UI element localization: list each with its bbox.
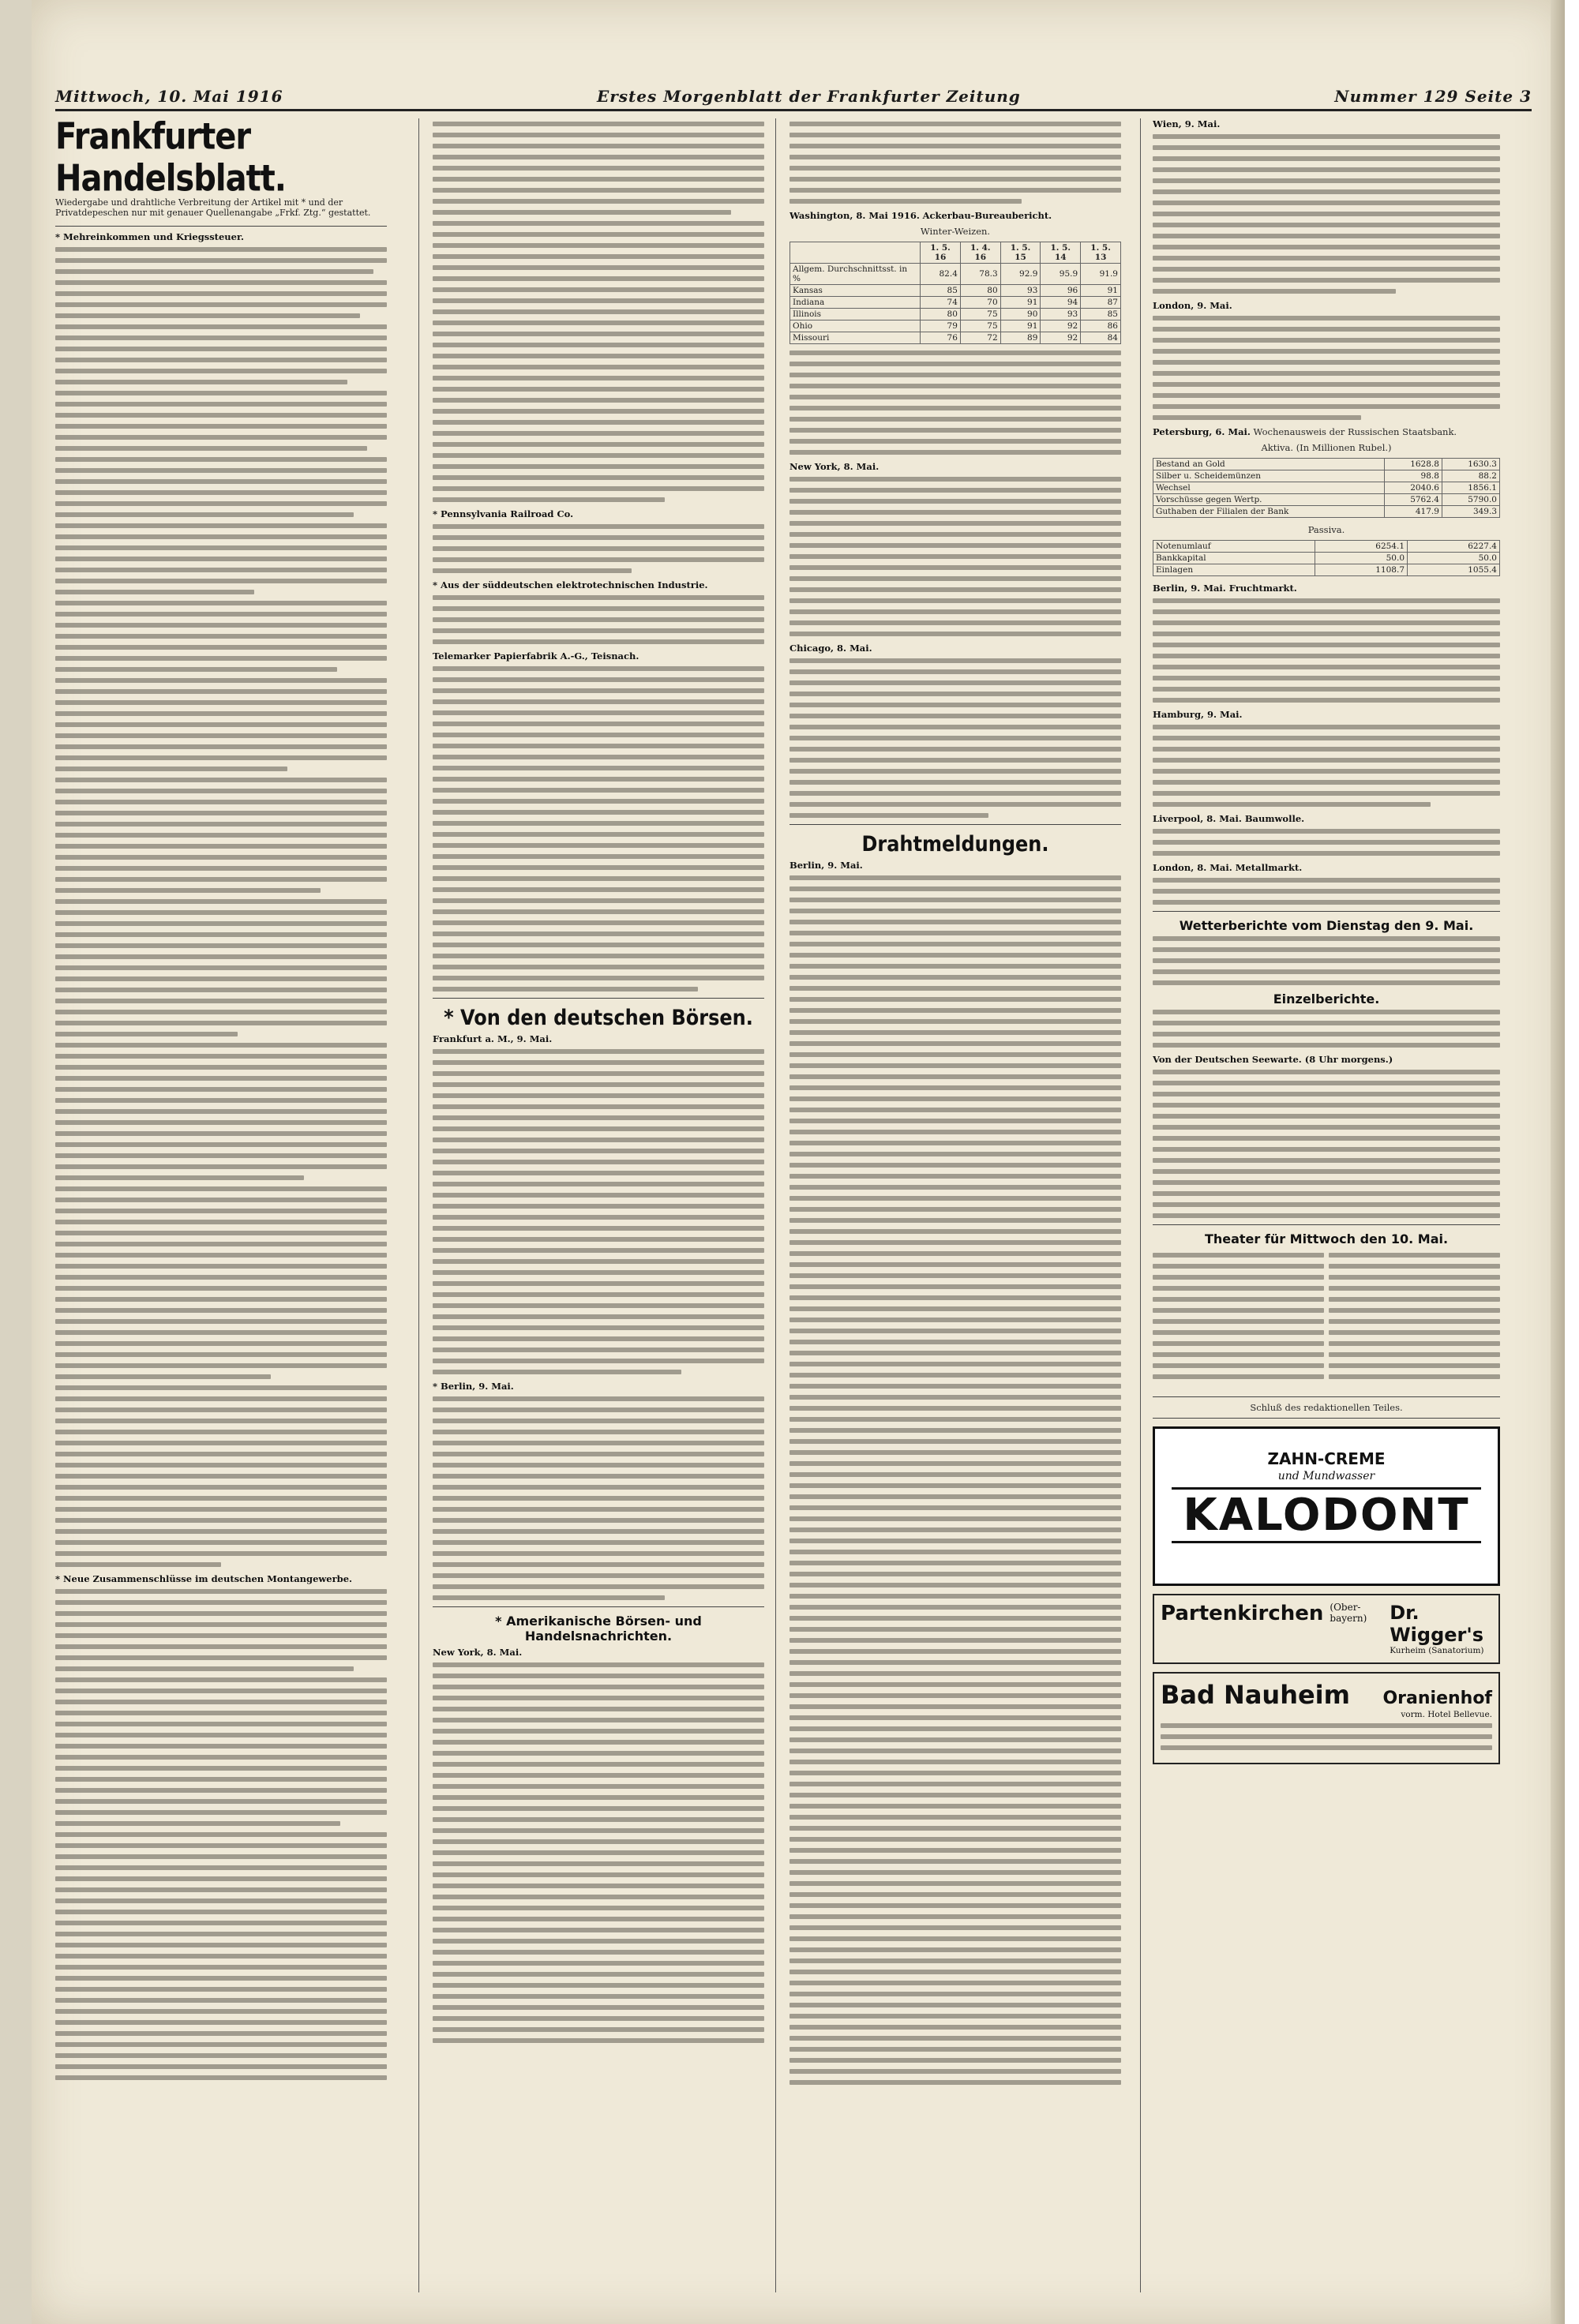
partenkirchen-ad xyxy=(1153,1594,1500,1664)
table-cell: 91 xyxy=(1000,320,1041,332)
dateline: London, 9. Mai. xyxy=(1153,300,1232,311)
table-row xyxy=(1153,459,1500,470)
table-cell: 79 xyxy=(921,320,961,332)
article-body xyxy=(433,524,764,573)
masthead-issue: Nummer 129 Seite 3 xyxy=(1334,87,1532,106)
article-heading: * Neue Zusammenschlüsse im deutschen Montangewerbe. xyxy=(55,1573,353,1584)
table-cell: 5762.4 xyxy=(1384,494,1442,506)
table-cell: 88.2 xyxy=(1442,470,1499,482)
crop-report-table xyxy=(790,242,1121,344)
divider xyxy=(790,824,1121,825)
table-cell: Kansas xyxy=(790,285,921,297)
divider xyxy=(1153,1224,1500,1225)
section-heading: Wetterberichte vom Dienstag den 9. Mai. xyxy=(1179,918,1474,933)
article-body xyxy=(790,658,1121,818)
table-cell: 92 xyxy=(1041,332,1081,344)
table-row xyxy=(1153,470,1500,482)
article-body xyxy=(1153,598,1500,703)
dateline: Petersburg, 6. Mai. Wochenausweis der Russischen Staatsbank. xyxy=(1153,426,1457,437)
table-cell: 98.8 xyxy=(1384,470,1442,482)
kalodont-sub-text: und Mundwasser xyxy=(1277,1470,1375,1482)
dateline: Wien, 9. Mai. xyxy=(1153,118,1221,129)
table-cell: 5790.0 xyxy=(1442,494,1499,506)
table-cell: 90 xyxy=(1000,309,1041,320)
article-body xyxy=(790,122,1121,204)
section-heading: Einzelberichte. xyxy=(1273,991,1380,1006)
table-cell: 91 xyxy=(1081,285,1121,297)
masthead-date: Mittwoch, 10. Mai 1916 xyxy=(55,87,283,106)
table-cell: 82.4 xyxy=(921,264,961,285)
article-body xyxy=(1153,829,1500,856)
table-header-cell: 1. 4. 16 xyxy=(960,242,1000,264)
column-4 xyxy=(1153,118,1500,2292)
table-row xyxy=(1153,541,1500,553)
table-caption: Aktiva. (In Millionen Rubel.) xyxy=(1261,442,1392,453)
dateline: Von der Deutschen Seewarte. (8 Uhr morgens.) xyxy=(1153,1054,1393,1065)
article-heading: * Aus der süddeutschen elektrotechnischen Industrie. xyxy=(433,579,708,590)
table-cell: 93 xyxy=(1000,285,1041,297)
article-heading: Telemarker Papierfabrik A.-G., Teisnach. xyxy=(433,650,639,662)
table-cell: 75 xyxy=(960,320,1000,332)
section-heading: * Amerikanische Börsen- und Handelsnachrichten. xyxy=(495,1614,702,1644)
table-cell: 75 xyxy=(960,309,1000,320)
divider xyxy=(1153,911,1500,912)
bank-passiva-table xyxy=(1153,540,1500,576)
article-heading: * Mehreinkommen und Kriegssteuer. xyxy=(55,231,244,242)
dateline: London, 8. Mai. Metallmarkt. xyxy=(1153,862,1303,873)
table-header-cell: 1. 5. 14 xyxy=(1041,242,1081,264)
table-cell: 96 xyxy=(1041,285,1081,297)
table-caption: Passiva. xyxy=(1307,524,1345,535)
divider xyxy=(433,998,764,999)
table-cell: Notenumlauf xyxy=(1153,541,1315,553)
table-cell: Bankkapital xyxy=(1153,553,1315,564)
table-cell: 2040.6 xyxy=(1384,482,1442,494)
table-cell: 6227.4 xyxy=(1408,541,1500,553)
partenkirchen-name: Partenkirchen xyxy=(1161,1602,1324,1625)
article-body xyxy=(1153,725,1500,807)
article-body xyxy=(433,595,764,644)
section-heading: * Von den deutschen Börsen. xyxy=(444,1005,753,1030)
bank-statement-table xyxy=(1153,458,1500,518)
table-cell: 70 xyxy=(960,297,1000,309)
column-rule xyxy=(1140,118,1141,2292)
table-cell: 76 xyxy=(921,332,961,344)
article-body xyxy=(1153,878,1500,905)
section-heading: Drahtmeldungen. xyxy=(861,831,1049,857)
masthead-paper: Erstes Morgenblatt der Frankfurter Zeitung xyxy=(597,87,1021,106)
article-body xyxy=(433,1396,764,1600)
page-title: Frankfurter Handelsblatt. xyxy=(55,118,286,200)
article-body xyxy=(790,875,1121,2085)
table-cell: 50.0 xyxy=(1408,553,1500,564)
dateline: Berlin, 9. Mai. xyxy=(790,860,863,871)
partenkirchen-place: (Ober-bayern) xyxy=(1330,1602,1367,1624)
bad-nauheim-sub: vorm. Hotel Bellevue. xyxy=(1401,1710,1492,1719)
table-row xyxy=(790,264,1121,285)
table-cell: 86 xyxy=(1081,320,1121,332)
column-rule xyxy=(418,118,419,2292)
bad-nauheim-ad xyxy=(1153,1672,1500,1764)
table-cell: 87 xyxy=(1081,297,1121,309)
table-cell: Ohio xyxy=(790,320,921,332)
article-body xyxy=(1153,134,1500,294)
divider xyxy=(55,226,387,227)
reprint-notice: Wiedergabe und drahtliche Verbreitung der Artikel mit * und der Privatdepeschen nur mit genauer Quellenangabe „Frkf. Ztg.“ gestattet. xyxy=(55,197,371,218)
table-row xyxy=(1153,564,1500,576)
table-cell: Guthaben der Filialen der Bank xyxy=(1153,506,1385,518)
article-body xyxy=(790,350,1121,455)
table-cell: 1108.7 xyxy=(1315,564,1408,576)
table-cell: 78.3 xyxy=(960,264,1000,285)
kalodont-ad xyxy=(1153,1426,1500,1586)
article-body xyxy=(433,1662,764,2043)
table-row xyxy=(790,297,1121,309)
column-1 xyxy=(55,118,387,2292)
dateline: Berlin, 9. Mai. Fruchtmarkt. xyxy=(1153,583,1297,594)
bad-nauheim-hotel: Oranienhof xyxy=(1382,1689,1492,1708)
article-body xyxy=(433,666,764,991)
table-cell: 89 xyxy=(1000,332,1041,344)
table-cell: 72 xyxy=(960,332,1000,344)
table-cell: 80 xyxy=(960,285,1000,297)
table-header-cell: 1. 5. 15 xyxy=(1000,242,1041,264)
dateline: Liverpool, 8. Mai. Baumwolle. xyxy=(1153,813,1305,824)
article-heading: * Pennsylvania Railroad Co. xyxy=(433,508,574,519)
dateline: New York, 8. Mai. xyxy=(790,461,880,472)
table-row xyxy=(790,309,1121,320)
table-row xyxy=(790,285,1121,297)
divider xyxy=(1153,1418,1500,1419)
table-cell: 349.3 xyxy=(1442,506,1499,518)
masthead xyxy=(55,82,1532,111)
table-cell: Indiana xyxy=(790,297,921,309)
article-body xyxy=(1153,316,1500,420)
section-heading: Theater für Mittwoch den 10. Mai. xyxy=(1204,1231,1449,1246)
kalodont-brand: KALODONT xyxy=(1172,1487,1480,1543)
article-body xyxy=(433,122,764,502)
kalodont-arc-text: ZAHN-CREME xyxy=(1267,1449,1386,1468)
partenkirchen-doctor: Dr. Wigger's xyxy=(1390,1602,1483,1646)
table-cell: 80 xyxy=(921,309,961,320)
weather-table xyxy=(1153,1070,1500,1218)
bad-nauheim-name: Bad Nauheim xyxy=(1161,1680,1350,1710)
table-cell: Silber u. Scheidemünzen xyxy=(1153,470,1385,482)
table-cell: 1055.4 xyxy=(1408,564,1500,576)
article-body xyxy=(1153,1010,1500,1048)
table-cell: 91 xyxy=(1000,297,1041,309)
table-cell: 1630.3 xyxy=(1442,459,1499,470)
table-row xyxy=(790,320,1121,332)
article-body xyxy=(433,1049,764,1374)
divider xyxy=(1153,1396,1500,1397)
table-cell: 50.0 xyxy=(1315,553,1408,564)
table-cell: 6254.1 xyxy=(1315,541,1408,553)
table-cell: Einlagen xyxy=(1153,564,1315,576)
table-cell: 85 xyxy=(1081,309,1121,320)
editorial-end-note: Schluß des redaktionellen Teiles. xyxy=(1250,1402,1403,1413)
table-cell: Illinois xyxy=(790,309,921,320)
table-cell: 94 xyxy=(1041,297,1081,309)
table-cell: Vorschüsse gegen Wertp. xyxy=(1153,494,1385,506)
column-rule xyxy=(775,118,776,2292)
table-cell: 1628.8 xyxy=(1384,459,1442,470)
table-cell: 92 xyxy=(1041,320,1081,332)
dateline: Chicago, 8. Mai. xyxy=(790,643,872,654)
table-cell: 417.9 xyxy=(1384,506,1442,518)
page-gutter xyxy=(0,0,32,2324)
table-header-cell: 1. 5. 16 xyxy=(921,242,961,264)
table-row xyxy=(1153,482,1500,494)
table-cell: 74 xyxy=(921,297,961,309)
dateline: Hamburg, 9. Mai. xyxy=(1153,709,1243,720)
article-body xyxy=(55,1589,387,2080)
table-row xyxy=(790,332,1121,344)
dateline: New York, 8. Mai. xyxy=(433,1647,523,1658)
article-body xyxy=(790,477,1121,636)
table-caption: Winter-Weizen. xyxy=(920,226,991,237)
table-cell: Allgem. Durchschnittsst. in % xyxy=(790,264,921,285)
table-row xyxy=(1153,494,1500,506)
table-cell: 92.9 xyxy=(1000,264,1041,285)
table-cell: Bestand an Gold xyxy=(1153,459,1385,470)
dateline: * Berlin, 9. Mai. xyxy=(433,1381,514,1392)
theater-listing xyxy=(1153,1250,1500,1392)
table-row xyxy=(1153,506,1500,518)
dateline: Washington, 8. Mai 1916. Ackerbau-Bureaubericht. xyxy=(790,210,1052,221)
divider xyxy=(433,1606,764,1607)
table-cell: 93 xyxy=(1041,309,1081,320)
page-edge xyxy=(1551,0,1565,2324)
table-cell: 95.9 xyxy=(1041,264,1081,285)
table-cell: 91.9 xyxy=(1081,264,1121,285)
column-3 xyxy=(790,118,1121,2292)
article-body xyxy=(1153,936,1500,985)
dateline: Frankfurt a. M., 9. Mai. xyxy=(433,1033,553,1044)
partenkirchen-sub: Kurheim (Sanatorium) xyxy=(1390,1646,1484,1655)
table-header-cell: 1. 5. 13 xyxy=(1081,242,1121,264)
article-body xyxy=(55,247,387,1567)
table-cell: 84 xyxy=(1081,332,1121,344)
table-row xyxy=(1153,553,1500,564)
table-cell: Wechsel xyxy=(1153,482,1385,494)
table-cell: 1856.1 xyxy=(1442,482,1499,494)
table-cell: 85 xyxy=(921,285,961,297)
table-header-cell xyxy=(790,242,921,264)
table-cell: Missouri xyxy=(790,332,921,344)
column-2 xyxy=(433,118,764,2292)
